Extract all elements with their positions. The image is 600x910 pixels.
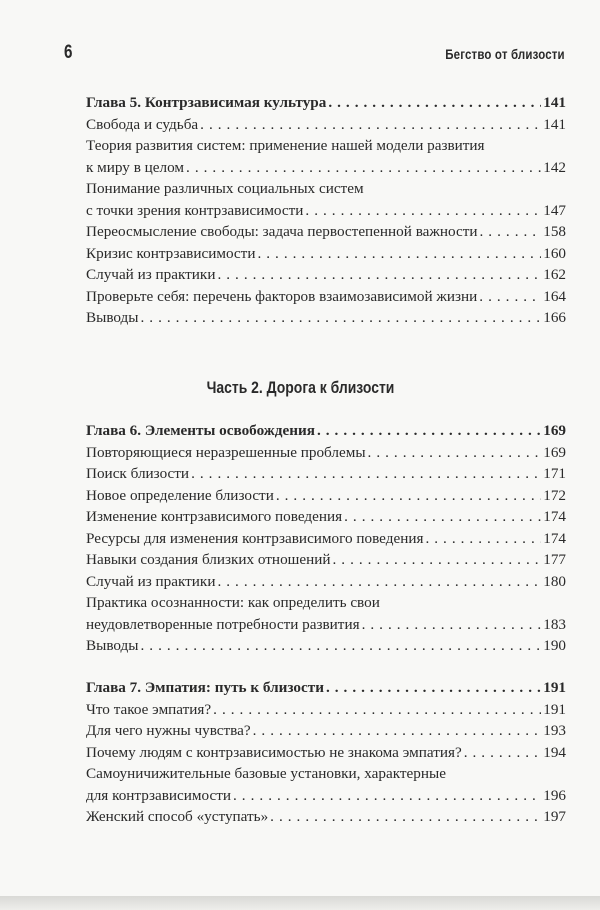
entry-title: Навыки создания близких отношений [86, 551, 331, 568]
entry-title: Глава 7. Эмпатия: путь к близости [86, 679, 324, 696]
entry-title: Понимание различных социальных систем [86, 180, 364, 197]
toc-entry[interactable] [86, 720, 566, 742]
dot-leader [257, 243, 541, 265]
toc-entry[interactable] [86, 549, 566, 571]
dot-leader [217, 264, 541, 286]
toc-entry[interactable] [86, 785, 566, 807]
toc-entry[interactable] [86, 506, 566, 528]
dot-leader [191, 463, 541, 485]
part-title: Часть 2. Дорога к близости [206, 378, 394, 397]
toc-entry[interactable] [86, 592, 566, 614]
entry-title: Почему людям с контрзависимостью не знакома эмпатия? [86, 743, 462, 761]
toc-entry[interactable] [86, 114, 566, 136]
running-title: Бегство от близости [445, 46, 565, 62]
entry-page: 174 [543, 508, 566, 525]
entry-title: Самоуничижительные базовые установки, характерные [86, 765, 446, 782]
entry-page: 141 [543, 115, 566, 133]
dot-leader [186, 157, 541, 179]
toc-entry[interactable] [86, 264, 566, 286]
part-heading [0, 378, 600, 398]
toc-section-chapter-6 [86, 420, 566, 657]
dot-leader [425, 528, 541, 550]
dot-leader [305, 200, 541, 222]
toc-section-chapter-5 [86, 92, 566, 329]
entry-title: Кризис контрзависимости [86, 244, 256, 262]
dot-leader [317, 420, 541, 442]
entry-page: 160 [543, 244, 566, 262]
dot-leader [141, 635, 542, 657]
entry-page: 169 [543, 422, 566, 439]
entry-page: 174 [543, 529, 566, 547]
entry-page: 193 [543, 722, 566, 739]
entry-title: Изменение контрзависимого поведения [86, 508, 343, 525]
entry-title: Новое определение близости [86, 486, 274, 504]
toc-entry[interactable] [86, 485, 566, 507]
entry-title: Повторяющиеся неразрешенные проблемы [86, 443, 366, 461]
toc-entry[interactable] [86, 463, 566, 485]
entry-title: Практика осознанности: как определить свои [86, 594, 380, 611]
dot-leader [217, 571, 541, 593]
entry-page: 177 [543, 551, 566, 568]
dot-leader [362, 614, 542, 636]
toc-entry[interactable] [86, 286, 566, 308]
dot-leader [276, 485, 541, 507]
entry-page: 141 [543, 94, 566, 111]
entry-page: 147 [543, 201, 566, 219]
page-edge [0, 896, 600, 910]
dot-leader [479, 286, 541, 308]
entry-title: Выводы [86, 637, 139, 654]
entry-page: 166 [543, 309, 566, 326]
entry-page: 171 [543, 465, 566, 482]
entry-page: 158 [543, 223, 566, 240]
entry-title: Поиск близости [86, 465, 190, 482]
entry-title: Случай из практики [86, 572, 216, 590]
toc-entry[interactable] [86, 135, 566, 157]
dot-leader [200, 114, 541, 136]
toc-entry[interactable] [86, 307, 566, 329]
entry-title: для контрзависимости [86, 786, 232, 804]
toc-chapter-entry[interactable] [86, 420, 566, 442]
dot-leader [464, 742, 542, 764]
dot-leader [213, 699, 541, 721]
entry-page: 162 [543, 266, 566, 283]
toc-entry[interactable] [86, 221, 566, 243]
entry-page: 180 [543, 572, 566, 590]
entry-title: Для чего нужны чувства? [86, 722, 251, 739]
entry-title: с точки зрения контрзависимости [86, 201, 304, 219]
entry-title: Переосмысление свободы: задача первостепенной важности [86, 223, 478, 240]
entry-title: Теория развития систем: применение нашей модели развития [86, 137, 485, 154]
entry-title: Глава 5. Контрзависимая культура [86, 94, 327, 111]
toc-entry[interactable] [86, 635, 566, 657]
toc-entry[interactable] [86, 178, 566, 200]
entry-title: Что такое эмпатия? [86, 700, 212, 718]
dot-leader [328, 92, 541, 114]
toc-entry[interactable] [86, 763, 566, 785]
entry-page: 172 [543, 486, 566, 504]
entry-page: 169 [543, 443, 566, 461]
toc-entry[interactable] [86, 571, 566, 593]
toc-entry[interactable] [86, 157, 566, 179]
entry-title: Глава 6. Элементы освобождения [86, 422, 315, 439]
dot-leader [270, 806, 541, 828]
entry-title: Свобода и судьба [86, 115, 199, 133]
toc-entry[interactable] [86, 614, 566, 636]
entry-page: 197 [543, 808, 566, 825]
entry-title: Проверьте себя: перечень факторов взаимозависимой жизни [86, 287, 478, 305]
toc-entry[interactable] [86, 699, 566, 721]
dot-leader [326, 677, 541, 699]
dot-leader [344, 506, 541, 528]
entry-page: 194 [543, 743, 566, 761]
dot-leader [480, 221, 542, 243]
entry-page: 164 [543, 287, 566, 305]
toc-entry[interactable] [86, 528, 566, 550]
toc-section-chapter-7 [86, 677, 566, 828]
entry-title: Ресурсы для изменения контрзависимого поведения [86, 529, 424, 547]
toc-entry[interactable] [86, 243, 566, 265]
dot-leader [233, 785, 541, 807]
entry-title: Случай из практики [86, 266, 216, 283]
entry-page: 183 [543, 615, 566, 633]
dot-leader [332, 549, 541, 571]
entry-title: Выводы [86, 309, 139, 326]
entry-page: 190 [543, 637, 566, 654]
entry-page: 191 [543, 679, 566, 696]
dot-leader [141, 307, 542, 329]
toc-chapter-entry[interactable] [86, 677, 566, 699]
dot-leader [253, 720, 542, 742]
entry-title: Женский способ «уступать» [86, 808, 269, 825]
toc-entry[interactable] [86, 200, 566, 222]
dot-leader [368, 442, 542, 464]
entry-page: 196 [543, 786, 566, 804]
toc-entry[interactable] [86, 742, 566, 764]
entry-title: неудовлетворенные потребности развития [86, 615, 360, 633]
entry-page: 142 [543, 158, 566, 176]
page-number: 6 [64, 42, 73, 63]
toc-entry[interactable] [86, 442, 566, 464]
entry-page: 191 [543, 700, 566, 718]
toc-chapter-entry[interactable] [86, 92, 566, 114]
entry-title: к миру в целом [86, 158, 185, 176]
toc-entry[interactable] [86, 806, 566, 828]
